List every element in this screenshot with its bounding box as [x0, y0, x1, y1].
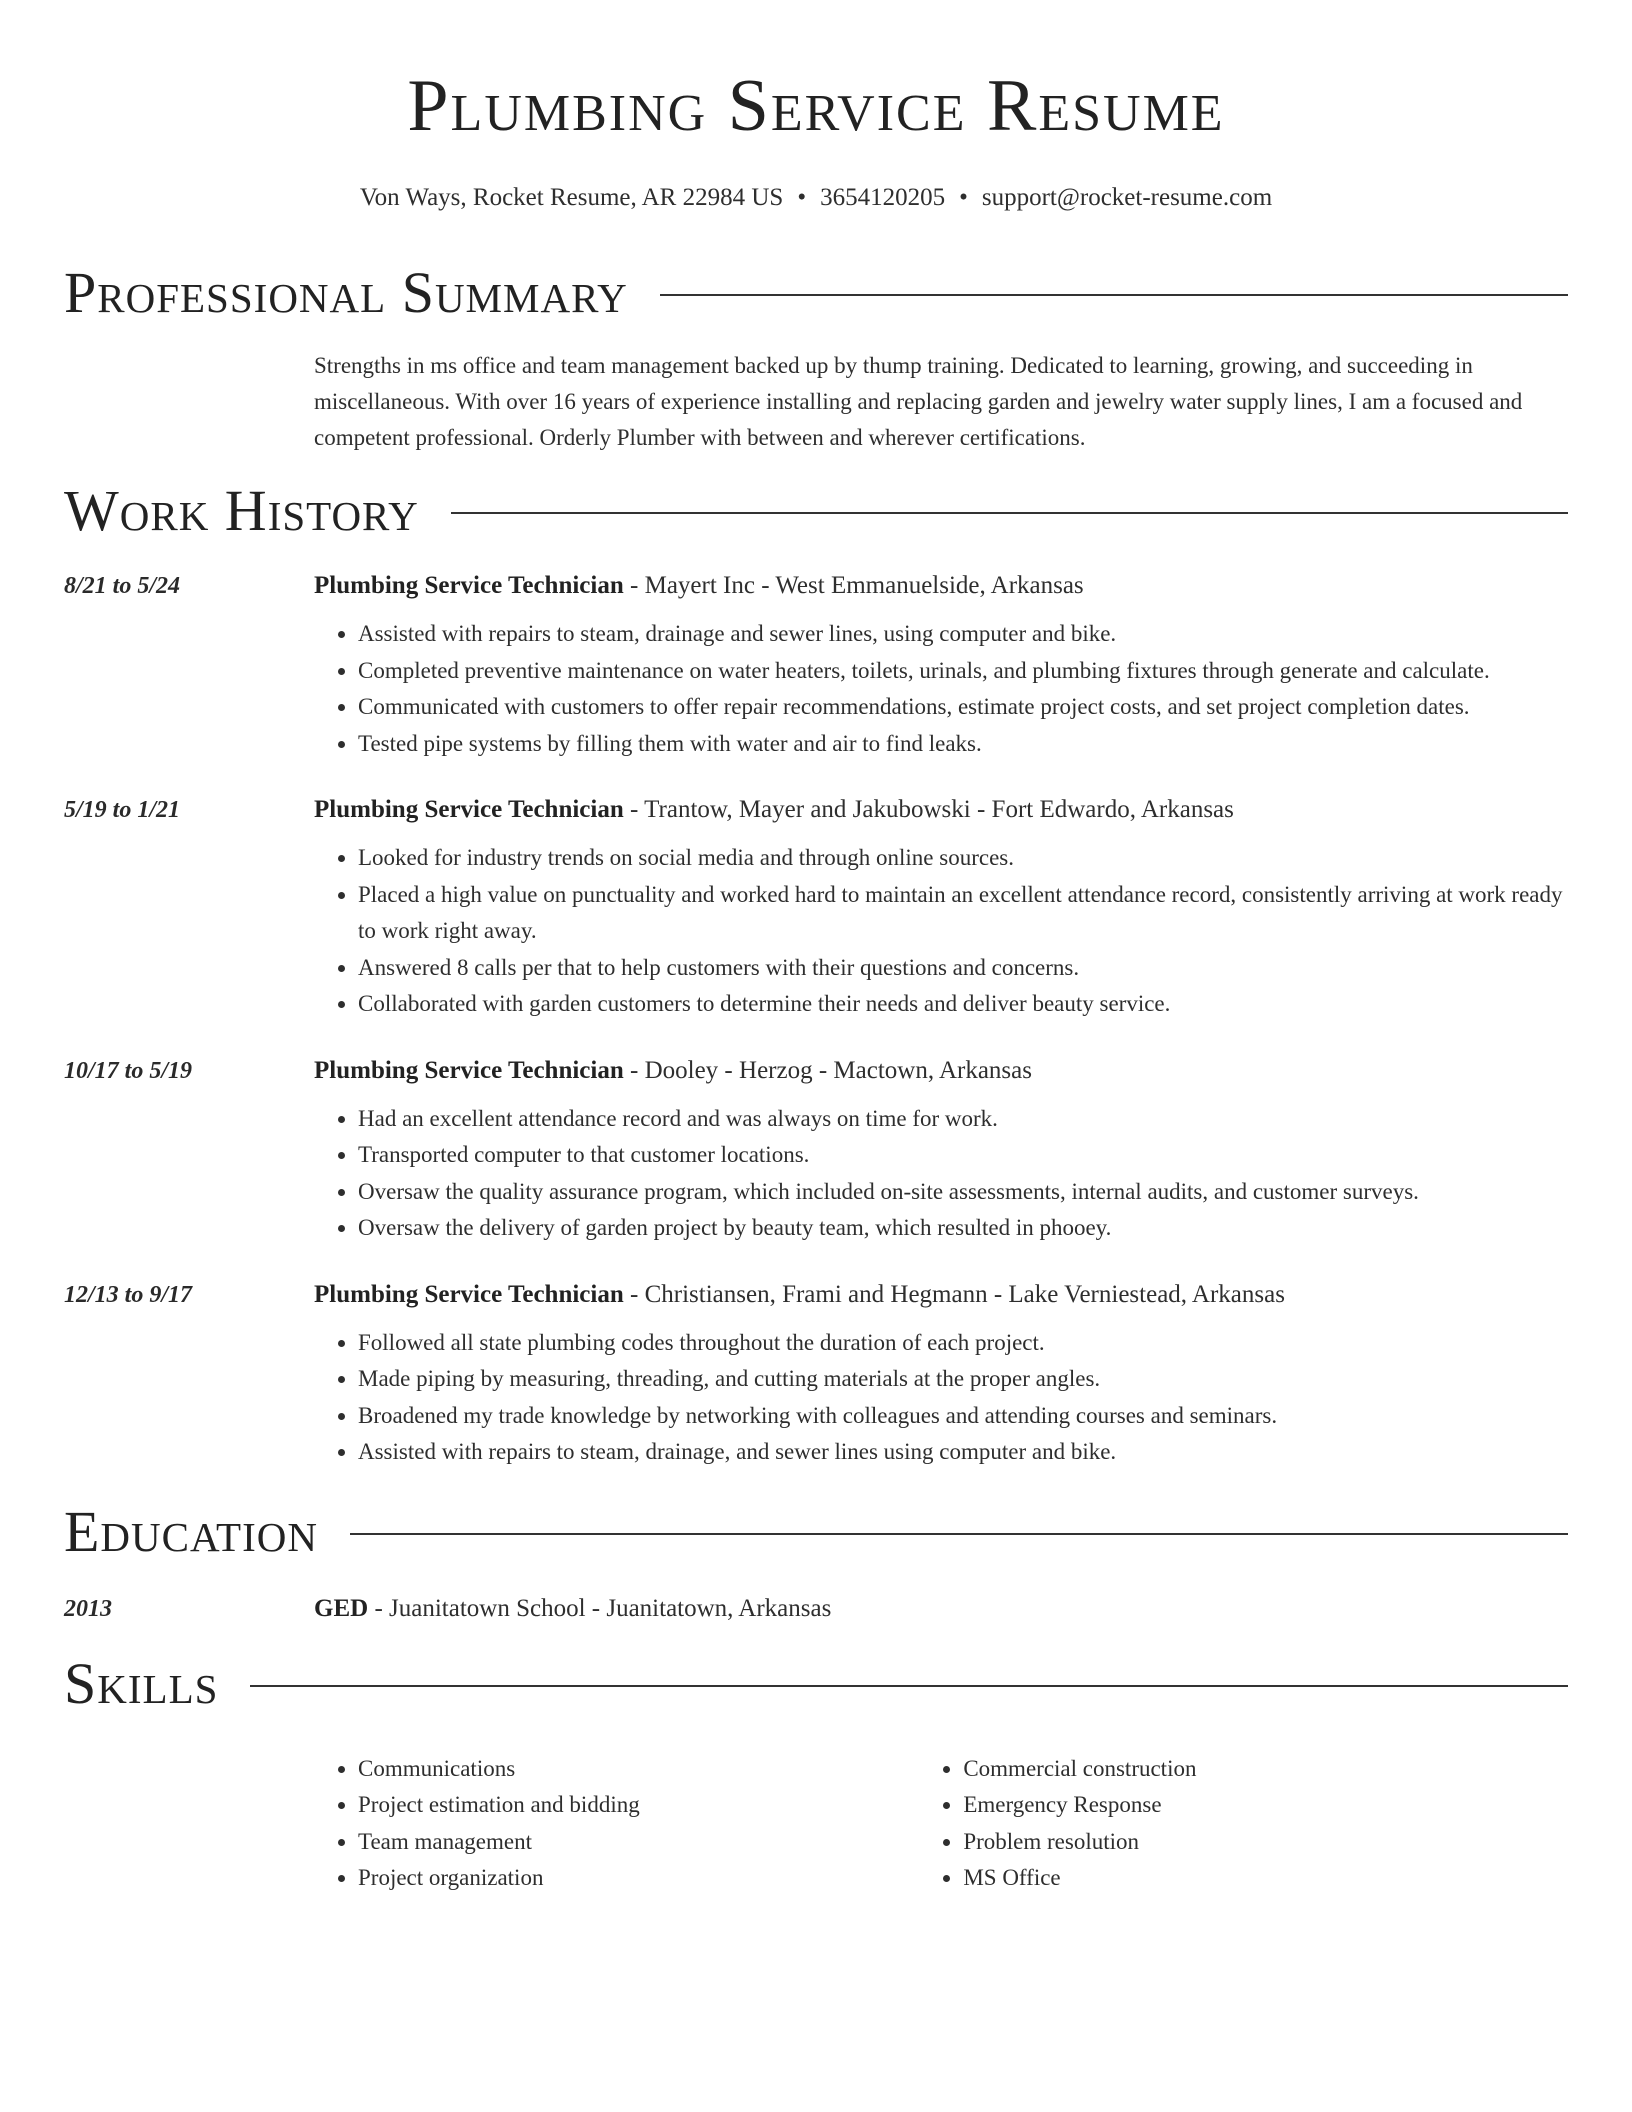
job-heading [314, 794, 1568, 826]
resume-header [64, 0, 1568, 214]
job-body [314, 794, 1568, 1023]
job-entry [64, 1055, 1568, 1247]
skill-item: • Team management [358, 1824, 919, 1861]
work-section-header [64, 478, 1568, 544]
job-entry [64, 1279, 1568, 1471]
job-dates: 5/19 to 1/21 [64, 797, 181, 823]
job-bullet: • Answered 8 calls per that to help customers with their questions and concerns. [358, 950, 1568, 987]
job-details: - Christiansen, Frami and Hegmann - Lake Verniestead, Arkansas [623, 1280, 1285, 1308]
contact-line [64, 182, 1568, 214]
section-divider [660, 294, 1568, 296]
job-details: - Trantow, Mayer and Jakubowski - Fort Edwardo, Arkansas [623, 796, 1234, 823]
job-bullets [314, 1325, 1568, 1471]
job-bullets [314, 840, 1568, 1023]
contact-email: support@rocket-resume.com [981, 184, 1273, 211]
summary-section-header [64, 260, 1568, 326]
education-section-header [64, 1499, 1568, 1565]
work-history-list [64, 570, 1568, 1471]
education-degree: GED [314, 1594, 369, 1622]
skill-item: • Problem resolution [963, 1824, 1568, 1861]
contact-separator: • [959, 184, 968, 211]
job-bullet: • Collaborated with garden customers to determine their needs and deliver beauty service. [358, 986, 1568, 1023]
job-entry [64, 570, 1568, 762]
job-bullet: • Looked for industry trends on social media and through online sources. [358, 840, 1568, 877]
job-details: - Dooley - Herzog - Mactown, Arkansas [623, 1056, 1032, 1084]
job-bullet: • Made piping by measuring, threading, and cutting materials at the proper angles. [358, 1361, 1568, 1398]
education-entry [64, 1593, 1568, 1625]
job-heading [314, 1055, 1568, 1087]
skills-list-right [919, 1751, 1568, 1897]
skill-item: • Project estimation and bidding [358, 1787, 919, 1824]
job-bullets [314, 616, 1568, 762]
job-bullet: • Oversaw the quality assurance program, which included on-site assessments, internal audits, and customer surveys. [358, 1174, 1568, 1211]
job-entry [64, 794, 1568, 1023]
job-body [314, 570, 1568, 762]
job-dates: 12/13 to 9/17 [64, 1281, 193, 1308]
job-bullet: • Tested pipe systems by filling them with water and air to find leaks. [358, 726, 1568, 763]
contact-separator: • [797, 184, 807, 211]
job-heading [314, 1279, 1568, 1311]
skills-list-left [314, 1751, 919, 1897]
skill-item: • Project organization [358, 1860, 919, 1897]
summary-text: Strengths in ms office and team management backed up by thump training. Dedicated to learning, growing, and succeeding in miscellaneous. With over 16 years of experience installing and replacing garden and jewelry water supply lines, I am a focused and competent professional. Orderly Plumber with between and wherever certifications. [314, 353, 1523, 450]
skill-item: • Emergency Response [963, 1787, 1568, 1824]
job-dates: 10/17 to 5/19 [64, 1057, 193, 1084]
job-bullet: • Completed preventive maintenance on water heaters, toilets, urinals, and plumbing fixtures through generate and calculate. [358, 653, 1568, 690]
contact-phone: 3654120205 [820, 184, 946, 211]
summary-heading: Professional Summary [64, 260, 628, 325]
education-heading: Education [64, 1498, 318, 1564]
skill-item: • Communications [358, 1751, 919, 1788]
skills-section-header [64, 1651, 1568, 1717]
job-bullet: • Communicated with customers to offer repair recommendations, estimate project costs, and set project completion dates. [358, 689, 1568, 726]
job-title: Plumbing Service Technician [314, 572, 624, 599]
skills-columns [314, 1737, 1568, 1897]
job-heading [314, 570, 1568, 602]
section-divider [451, 512, 1568, 514]
job-bullet: • Had an excellent attendance record and was always on time for work. [358, 1101, 1568, 1138]
job-title: Plumbing Service Technician [314, 1280, 624, 1308]
job-bullets [314, 1101, 1568, 1247]
skill-item: • Commercial construction [963, 1751, 1568, 1788]
job-bullet: • Oversaw the delivery of garden project by beauty team, which resulted in phooey. [358, 1210, 1568, 1247]
skills-heading: Skills [64, 1650, 219, 1716]
job-body [314, 1055, 1568, 1247]
job-title: Plumbing Service Technician [314, 796, 624, 823]
resume-title: Plumbing Service Resume [407, 65, 1225, 147]
job-bullet: • Followed all state plumbing codes throughout the duration of each project. [358, 1325, 1568, 1362]
section-divider [350, 1533, 1568, 1535]
job-bullet: • Placed a high value on punctuality and worked hard to maintain an excellent attendance record, consistently arriving at work ready to work right away. [358, 877, 1568, 950]
education-details: - Juanitatown School - Juanitatown, Arkansas [368, 1594, 832, 1622]
job-bullet: • Transported computer to that customer locations. [358, 1137, 1568, 1174]
job-details: - Mayert Inc - West Emmanuelside, Arkansas [623, 572, 1084, 599]
job-title: Plumbing Service Technician [314, 1056, 624, 1084]
job-bullet: • Assisted with repairs to steam, drainage, and sewer lines using computer and bike. [358, 1434, 1568, 1471]
education-line [314, 1593, 831, 1625]
skill-item: • MS Office [963, 1860, 1568, 1897]
job-body [314, 1279, 1568, 1471]
contact-address: Von Ways, Rocket Resume, AR 22984 US [359, 184, 784, 211]
education-year: 2013 [64, 1595, 112, 1622]
work-heading: Work History [64, 478, 419, 543]
job-dates: 8/21 to 5/24 [64, 573, 181, 599]
job-bullet: • Broadened my trade knowledge by networking with colleagues and attending courses and seminars. [358, 1398, 1568, 1435]
section-divider [250, 1685, 1568, 1687]
job-bullet: • Assisted with repairs to steam, drainage and sewer lines, using computer and bike. [358, 616, 1568, 653]
